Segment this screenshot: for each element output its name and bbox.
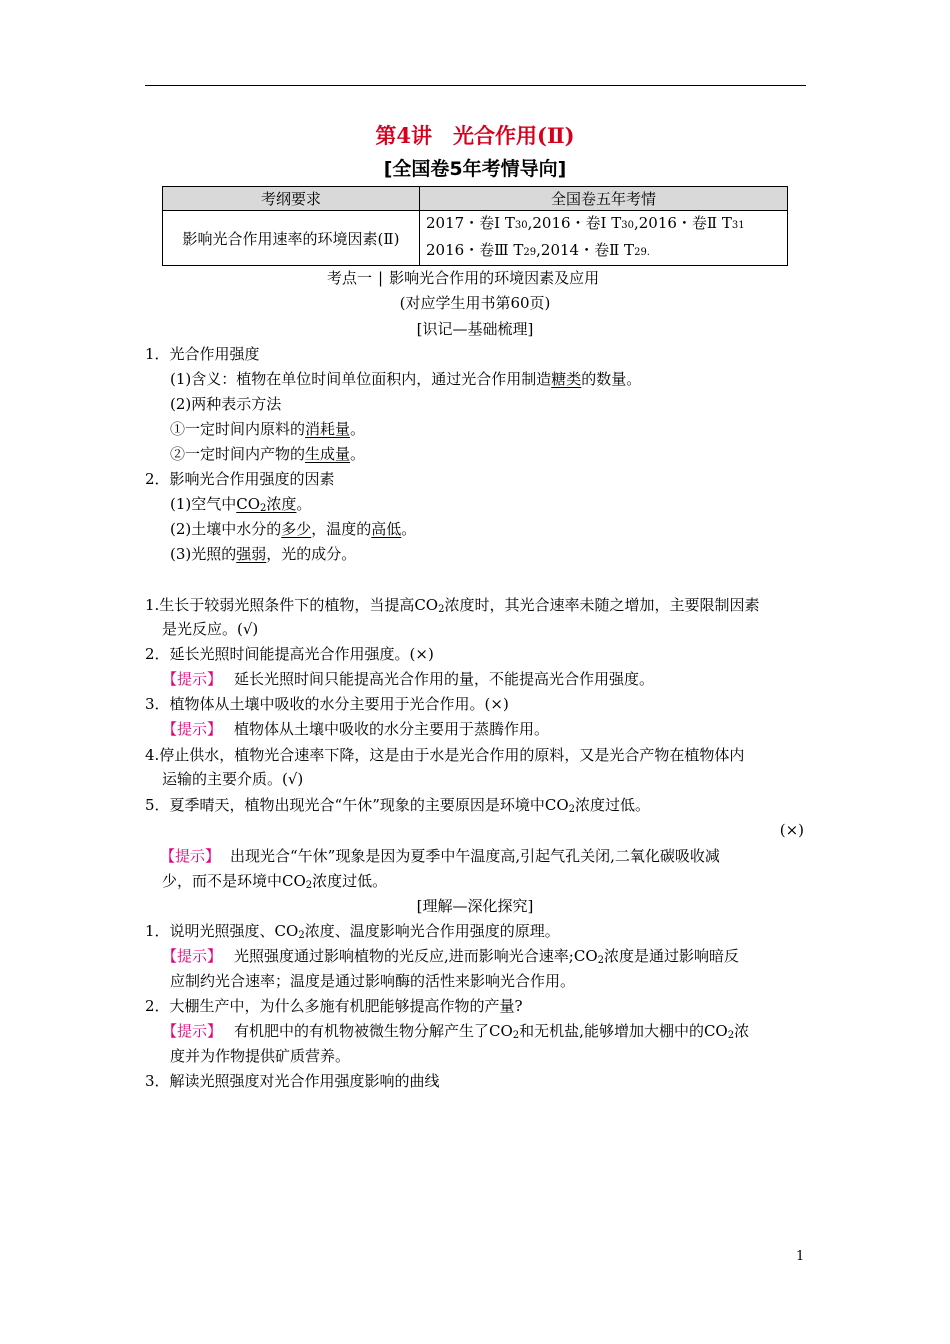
basics-item-1b2: ②一定时间内产物的生成量。 (170, 445, 366, 463)
table-cell-history (420, 211, 788, 266)
judge-q2-tip: 【提示】 延长光照时间只能提高光合作用的量，不能提高光合作用强度。 (162, 670, 655, 688)
section-heading-prefix: 考点一 (327, 269, 373, 287)
table-header-row (163, 187, 788, 211)
page-subtitle: [全国卷5年考情导向] (383, 158, 567, 180)
judge-q1-line2: 是光反应。(√) (162, 620, 259, 638)
page-number: 1 (796, 1249, 805, 1264)
judge-q4-line1: 4.停止供水，植物光合速率下降，这是由于水是光合作用的原料，又是光合产物在植物体内 (145, 746, 745, 764)
tip-label: 【提示】 (162, 947, 223, 965)
basics-item-1b1: ①一定时间内原料的消耗量。 (170, 420, 366, 438)
basics-item-1: 1．光合作用强度 (145, 345, 260, 363)
section-ref: (对应学生用书第60页) (399, 294, 551, 312)
subsection-basics: [识记—基础梳理] (416, 320, 534, 338)
judge-q4-line2: 运输的主要介质。(√) (162, 770, 304, 788)
history-line-2: 2016・卷Ⅲ T29,2014・卷Ⅱ T29. (426, 241, 650, 259)
explore-q1-tip-line2: 应制约光合速率；温度是通过影响酶的活性来影响光合作用。 (170, 972, 576, 990)
exam-table (162, 186, 788, 266)
explore-q1-tip: 【提示】 光照强度通过影响植物的光反应,进而影响光合速率$;CO_2$浓度是通过影响暗反 (162, 947, 740, 966)
basics-item-1b: (2)两种表示方法 (170, 395, 282, 413)
page-title: 第4讲 光合作用(Ⅱ) (375, 123, 575, 148)
table-header-requirement: 考纲要求 (163, 187, 420, 211)
table-cell-requirement: 影响光合作用速率的环境因素(Ⅱ) (163, 211, 420, 266)
explore-q2: 2．大棚生产中，为什么多施有机肥能够提高作物的产量? (145, 997, 523, 1015)
basics-item-2c: (3)光照的强弱，光的成分。 (170, 545, 357, 563)
section-heading (327, 268, 599, 288)
tip-label: 【提示】 (162, 1022, 223, 1040)
explore-q2-tip-line2: 度并为作物提供矿质营养。 (170, 1047, 351, 1065)
header-rule (145, 85, 806, 86)
table-row (163, 211, 788, 266)
judge-q5-mark: (×) (779, 821, 804, 839)
subsection-explore: [理解—深化探究] (416, 897, 534, 915)
explore-q1: 1．说明光照强度、$CO_2$浓度、温度影响光合作用强度的原理。 (145, 922, 560, 941)
basics-item-2b: (2)土壤中水分的多少，温度的高低。 (170, 520, 417, 538)
history-line-1: 2017・卷Ⅰ T30,2016・卷Ⅰ T30,2016・卷Ⅱ T31 (426, 214, 745, 232)
tip-label: 【提示】 (160, 847, 221, 865)
explore-q3: 3．解读光照强度对光合作用强度影响的曲线 (145, 1072, 440, 1090)
section-heading-text: 影响光合作用的环境因素及应用 (389, 269, 600, 287)
tip-label: 【提示】 (162, 720, 223, 738)
judge-q3: 3．植物体从土壤中吸收的水分主要用于光合作用。(×) (145, 695, 509, 713)
tip-label: 【提示】 (162, 670, 223, 688)
judge-q1-line1: 1.生长于较弱光照条件下的植物，当提高$CO_2$浓度时，其光合速率未随之增加，主要限制因素 (145, 596, 760, 615)
table-header-history: 全国卷五年考情 (420, 187, 788, 211)
basics-item-2a: (1)空气中$CO_2$浓度。 (170, 495, 312, 514)
judge-q5-tip: 【提示】 出现光合“午休”现象是因为夏季中午温度高,引起气孔关闭,二氧化碳吸收减 (160, 847, 720, 865)
section-heading-separator: | (378, 269, 384, 287)
basics-item-1a: (1)含义：植物在单位时间单位面积内，通过光合作用制造糖类的数量。 (170, 370, 642, 388)
judge-q5: 5．夏季晴天，植物出现光合“午休”现象的主要原因是环境中$CO_2$浓度过低。 (145, 796, 651, 815)
explore-q2-tip: 【提示】 有机肥中的有机物被微生物分解产生了$CO_2$和无机盐,能够增加大棚中的$CO_2$浓 (162, 1022, 750, 1041)
judge-q3-tip: 【提示】 植物体从土壤中吸收的水分主要用于蒸腾作用。 (162, 720, 550, 738)
judge-q5-tip-line2: 少，而不是环境中$CO_2$浓度过低。 (162, 872, 388, 891)
judge-q2: 2．延长光照时间能提高光合作用强度。(×) (145, 645, 434, 663)
basics-item-2: 2．影响光合作用强度的因素 (145, 470, 335, 488)
